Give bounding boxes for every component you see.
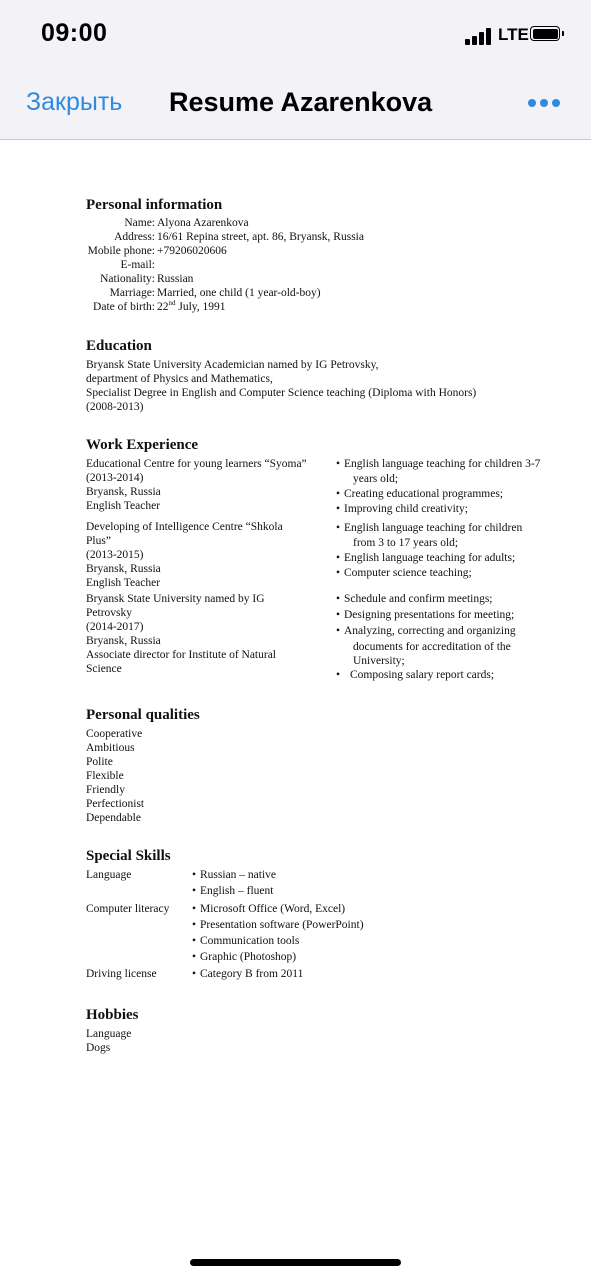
job-detail: Science [86, 663, 122, 675]
resume-document: Personal information Name: Alyona Azarenkova Address: 16/61 Repina street, apt. 86, Bryansk, Russia Mobile phone: +79206020606 E-mail: Nationality: Russian Marriage: Married, one child (1 year-old-boy) Date of birth: 22nd July, 1991 Education Bryansk State University Academician named by IG Petrovsky, department of Physics and Mathematics, Specialist Degree in English and Computer Science teaching (Diploma with Honors) (2008-2013) Work Experience Educational Centre for young learners “Syoma” (2013-2014) Bryansk, Russia English Teacher • English language teaching for children 3-7 years old; • Creating educational programmes; • Improving child creativity; Developing of Intelligence Centre “Shkola Plus” (2013-2015) Bryansk, Russia English Teacher • English language teaching for children from 3 to 17 years old; • English language teaching for adults; • Computer science teaching; Bryansk State University named by IG Petrovsky (2014-2017) Bryansk, Russia Associate director for Institute of Natural Science • Schedule and confirm meetings; • Designing presentations for meeting; • Analyzing, correcting and organizing documents for accreditation of the University; • Composing salary report cards; Personal qualities Cooperative Ambitious Polite Flexible Friendly Perfectionist Dependable Special Skills Language • Russian – native • English – fluent Computer literacy • Microsoft Office (Word, Excel) • Presentation software (PowerPoint) • Communication tools • Graphic (Photoshop) Driving license • Category B from 2011 Hobbies Language Dogs [86, 197, 541, 1054]
job-detail: Plus” [86, 535, 111, 547]
personal-row-address: Address: 16/61 Repina street, apt. 86, Bryansk, Russia [114, 231, 364, 243]
section-heading-work: Work Experience [86, 437, 199, 453]
personal-row-birth: Date of birth: 22nd July, 1991 [93, 299, 226, 313]
job-duty-continuation: documents for accreditation of the [353, 641, 511, 653]
status-bar [0, 0, 591, 68]
job-duty-continuation: University; [353, 655, 405, 667]
quality-item: Dependable [86, 812, 141, 824]
network-type: LTE [498, 25, 529, 44]
job-detail: (2013-2014) [86, 472, 144, 484]
hobby-item: Language [86, 1028, 132, 1040]
personal-row-phone: Mobile phone: +79206020606 [87, 245, 227, 257]
job-detail: Educational Centre for young learners “Syoma” [86, 458, 307, 470]
quality-item: Polite [86, 756, 113, 768]
ellipsis-icon[interactable] [526, 95, 560, 111]
personal-row-name: Name: Alyona Azarenkova [124, 217, 249, 229]
quality-item: Flexible [86, 770, 124, 782]
navigation-bar [0, 68, 591, 140]
quality-item: Cooperative [86, 728, 143, 740]
section-heading-personal: Personal information [86, 197, 223, 213]
home-indicator[interactable] [190, 1259, 401, 1266]
close-button[interactable]: Закрыть [26, 88, 123, 116]
skill-label: Driving license [86, 968, 157, 980]
job-detail: Developing of Intelligence Centre “Shkola [86, 521, 283, 533]
job-detail: Bryansk, Russia [86, 563, 161, 575]
job-detail: Bryansk State University named by IG [86, 593, 265, 605]
job-detail: (2013-2015) [86, 549, 144, 561]
quality-item: Perfectionist [86, 798, 145, 810]
job-detail: Bryansk, Russia [86, 635, 161, 647]
skill-label: Language [86, 869, 132, 881]
job-detail: Petrovsky [86, 607, 132, 619]
battery-icon [530, 26, 560, 41]
quality-item: Ambitious [86, 742, 135, 754]
section-heading-hobbies: Hobbies [86, 1007, 139, 1023]
job-duty-continuation: from 3 to 17 years old; [353, 537, 459, 549]
job-detail: Associate director for Institute of Natural [86, 649, 277, 661]
job-detail: (2014-2017) [86, 621, 144, 633]
quality-item: Friendly [86, 784, 125, 796]
hobby-item: Dogs [86, 1042, 111, 1054]
section-heading-skills: Special Skills [86, 848, 171, 864]
personal-row-email: E-mail: [120, 259, 155, 271]
section-heading-qualities: Personal qualities [86, 707, 200, 723]
section-heading-education: Education [86, 338, 152, 354]
job-detail: English Teacher [86, 500, 161, 512]
job-detail: Bryansk, Russia [86, 486, 161, 498]
education-line: Bryansk State University Academician named by IG Petrovsky, [86, 359, 379, 371]
job-duty-continuation: years old; [353, 473, 399, 485]
education-line: Specialist Degree in English and Computer Science teaching (Diploma with Honors) [86, 387, 477, 399]
education-line: department of Physics and Mathematics, [86, 373, 273, 385]
status-time: 09:00 [41, 19, 108, 47]
education-line: (2008-2013) [86, 401, 144, 413]
personal-row-nationality: Nationality: Russian [100, 273, 194, 285]
job-detail: English Teacher [86, 577, 161, 589]
page-title: Resume Azarenkova [169, 87, 433, 117]
cellular-signal-icon [465, 27, 493, 45]
skill-label: Computer literacy [86, 903, 170, 915]
personal-row-marriage: Marriage: Married, one child (1 year-old-boy) [109, 287, 321, 299]
